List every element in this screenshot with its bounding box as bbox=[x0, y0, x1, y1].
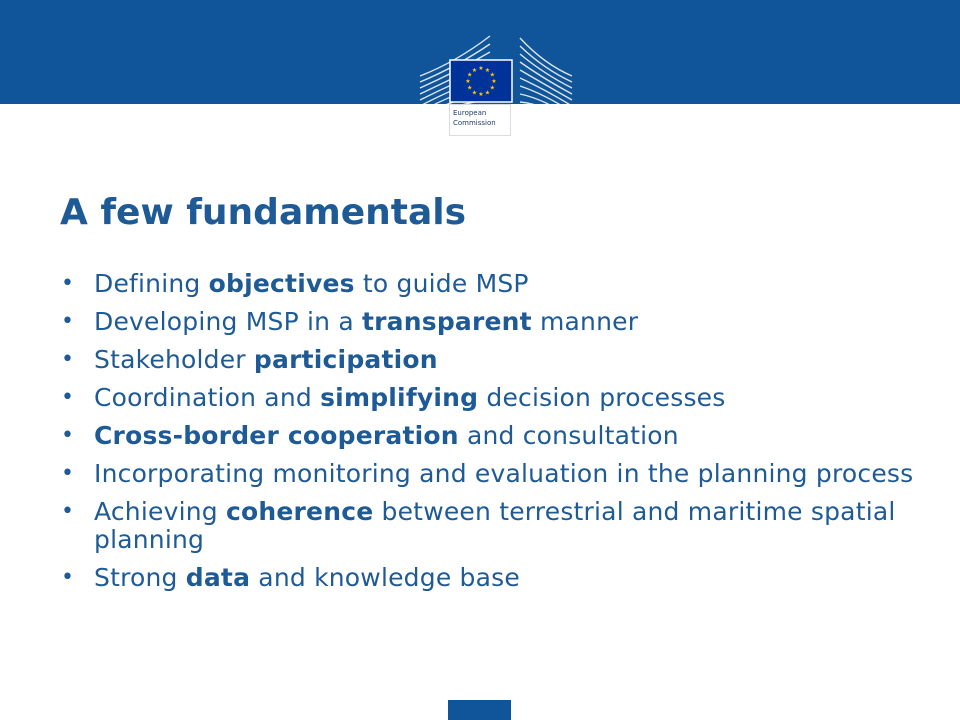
eu-star-icon: ★ bbox=[478, 91, 484, 99]
bullet-dot: • bbox=[61, 423, 75, 448]
bullet-text: between terrestrial and maritime spatial planning bbox=[94, 497, 896, 554]
bullet-text: Defining bbox=[94, 269, 209, 298]
building-line bbox=[520, 46, 572, 82]
bullet-text: and consultation bbox=[458, 421, 679, 450]
building-line bbox=[520, 78, 572, 106]
eu-star-icon: ★ bbox=[489, 84, 495, 92]
eu-star-icon: ★ bbox=[484, 66, 491, 74]
bullet-text: Developing MSP in a bbox=[94, 307, 362, 336]
bullet-item bbox=[58, 308, 938, 336]
eu-star-icon: ★ bbox=[471, 89, 478, 97]
bullet-dot: • bbox=[61, 565, 75, 590]
logo-text-commission: Commission bbox=[453, 119, 496, 127]
bullet-item bbox=[58, 460, 938, 488]
slide-title: A few fundamentals bbox=[60, 192, 467, 233]
bullet-text: and knowledge base bbox=[250, 563, 520, 592]
bullet-text: decision processes bbox=[478, 383, 726, 412]
bullet-text: manner bbox=[531, 307, 639, 336]
eu-star-icon: ★ bbox=[484, 89, 491, 97]
bullet-dot: • bbox=[61, 347, 75, 372]
bullet-dot: • bbox=[61, 271, 75, 296]
bullet-dot: • bbox=[61, 385, 75, 410]
bullet-text: Strong bbox=[94, 563, 186, 592]
bullet-emphasis: participation bbox=[253, 345, 438, 374]
bullet-emphasis: objectives bbox=[208, 269, 355, 298]
bullet-list bbox=[58, 270, 938, 602]
bottom-flag-tab bbox=[448, 700, 511, 720]
bullet-item bbox=[58, 564, 938, 592]
bullet-text: Incorporating monitoring and evaluation in the planning process bbox=[94, 459, 914, 488]
bullet-emphasis: Cross-border cooperation bbox=[94, 421, 459, 450]
bullet-emphasis: data bbox=[185, 563, 251, 592]
logo-label bbox=[449, 104, 511, 136]
bullet-emphasis: simplifying bbox=[320, 383, 479, 412]
eu-star-icon: ★ bbox=[491, 78, 497, 86]
bullet-dot: • bbox=[61, 309, 75, 334]
logo-text-european: European bbox=[453, 109, 487, 117]
bullet-text: Coordination and bbox=[94, 383, 321, 412]
eu-star-icon: ★ bbox=[489, 71, 495, 79]
eu-star-icon: ★ bbox=[478, 65, 484, 73]
bullet-item bbox=[58, 498, 938, 554]
eu-star-icon: ★ bbox=[467, 71, 473, 79]
bullet-item bbox=[58, 422, 938, 450]
bullet-item bbox=[58, 346, 938, 374]
bullet-text: Stakeholder bbox=[94, 345, 254, 374]
bullet-emphasis: transparent bbox=[362, 307, 532, 336]
bullet-emphasis: coherence bbox=[225, 497, 374, 526]
eu-star-icon: ★ bbox=[471, 66, 478, 74]
bullet-dot: • bbox=[61, 499, 75, 524]
bullet-text: to guide MSP bbox=[354, 269, 529, 298]
bullet-dot: • bbox=[61, 461, 75, 486]
eu-star-icon: ★ bbox=[465, 78, 471, 86]
bullet-item bbox=[58, 270, 938, 298]
bullet-item bbox=[58, 384, 938, 412]
building-line bbox=[520, 38, 572, 76]
building-line bbox=[520, 54, 572, 88]
bullet-text: Achieving bbox=[94, 497, 226, 526]
eu-star-icon: ★ bbox=[467, 84, 473, 92]
